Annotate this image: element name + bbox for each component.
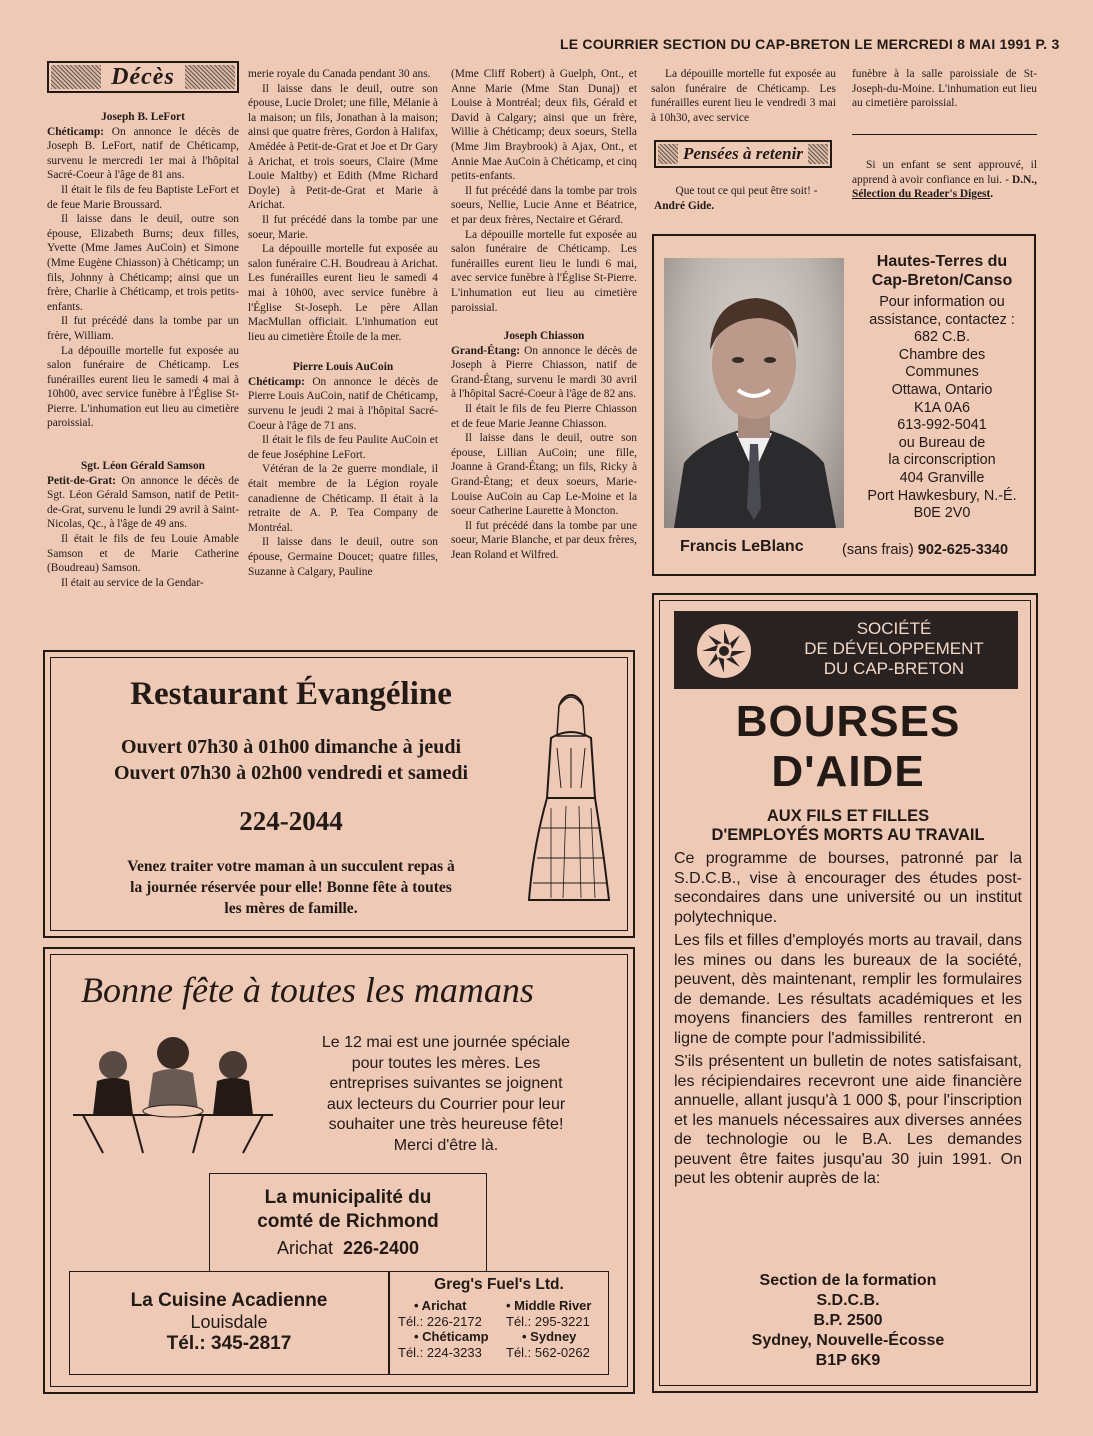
sdcb-paragraph: Les fils et filles d'employés morts au travail, dans les mines ou dans les bureaux de la société, peuvent, dès maintenant, remplir les formulaires de demande. Les résultats académiques et les moyens financiers des familles rentreront en ligne de compte pour l'admissibilité.	[674, 932, 1022, 1047]
mp-contact	[852, 252, 1032, 523]
obituary-name: Joseph Chiasson	[503, 330, 585, 343]
restaurant-hours: Ouvert 07h30 à 01h00 dimanche à jeudi	[120, 736, 462, 758]
mothers-day-message	[291, 1033, 601, 1156]
sdcb-paragraph: S'ils présentent un bulletin de notes satisfaisant, les récipiendaires recevront une aide financière annuelle, allant jusqu'à 1 000 $, pour l'inscription et les manuels nécessaires aux diverses années de technologie ou le B.A. Les demandes peuvent être faites jusqu'au 30 juin 1991. On peut les obtenir auprès de la:	[674, 1053, 1022, 1187]
gregs-place: • Arichat	[414, 1298, 467, 1313]
obituary-text: Il laisse dans le deuil, outre son épouse, Lucie Drolet; une fille, Mélanie à la maison; un fils, Jonathan à la maison; ainsi que quatre frères, Gordon à Halifax, Amédée à Petit-de-Grat et Joe et Dr Gary à Arichat, et trois soeurs, Claire (Mme Louie Maltby) et Edith (Mme Richard Doyle) à Petit-de-Grat et Marie à Arichat.	[248, 82, 438, 212]
deces-heading: Décès	[101, 64, 185, 91]
mp-line: la circonscription	[888, 452, 996, 469]
obituary-text: Il était le fils de feu Louie Amable Samson et de Marie Catherine (Boudreau) Samson.	[47, 533, 239, 575]
obituary-text: Il laisse dans le deuil, outre son épouse, Germaine Doucet; quatre filles, Suzanne à Calgary, Pauline	[248, 536, 438, 578]
quote-source: Sélection du Reader's Digest	[852, 188, 991, 201]
sdcb-address-line: B1P 6K9	[815, 1352, 881, 1369]
obituary-text: Il laisse dans le deuil, outre son épouse, Lillian AuCoin; une fille, Joanne à Grand-Étang; un fils, Ricky à Grand-Étang; et deux soeurs, Marie-Louise AuCoin au Cap Le-Moine et la soeur Catherine Laurette à Moncton.	[451, 432, 637, 518]
family-illustration-icon	[73, 1025, 273, 1155]
mp-title: Cap-Breton/Canso	[871, 272, 1013, 289]
message-line: souhaiter une très heureuse fête!	[328, 1116, 564, 1133]
mp-line: 404 Granville	[899, 469, 985, 486]
gregs-phone: Tél.: 226-2172	[398, 1313, 482, 1329]
obituary-column-2	[248, 67, 438, 579]
obituary-column-5	[852, 67, 1037, 111]
sdcb-big-line: D'AIDE	[771, 747, 925, 796]
pensees-heading-box	[654, 140, 832, 168]
mothers-day-title: Bonne fête à toutes les mamans	[81, 970, 534, 1010]
cuisine-phone: Tél.: 345-2817	[166, 1333, 292, 1354]
gregs-place: • Chéticamp	[414, 1329, 489, 1344]
sdcb-org-line: SOCIÉTÉ	[856, 619, 932, 638]
sdcb-big-line: BOURSES	[735, 697, 961, 746]
divider	[852, 134, 1037, 135]
mp-line: K1A 0A6	[913, 399, 970, 416]
obituary-place: Chéticamp:	[248, 375, 305, 388]
sdcb-banner	[674, 611, 1018, 689]
obituary-column-4	[651, 67, 836, 125]
restaurant-message	[61, 856, 521, 919]
restaurant-msg-line: Venez traiter votre maman à un succulent repas à	[127, 858, 455, 875]
sdcb-org-line: DU CAP-BRETON	[823, 659, 965, 678]
obituary-text: Il fut précédé dans la tombe par une soeur, Marie.	[248, 213, 438, 241]
quote-text: Que tout ce qui peut être soit! -	[675, 185, 818, 197]
quote-author: D.N.,	[1012, 173, 1037, 186]
obituary-name: Pierre Louis AuCoin	[292, 361, 394, 374]
gregs-phone: Tél.: 224-3233	[398, 1344, 482, 1360]
cuisine-acadienne-ad	[69, 1271, 389, 1375]
municipality-name: comté de Richmond	[257, 1211, 439, 1232]
mp-line: B0E 2V0	[913, 505, 971, 522]
sdcb-subtitle	[660, 807, 1036, 845]
message-line: aux lecteurs du Courrier pour leur	[326, 1095, 566, 1113]
mp-name: Francis LeBlanc	[680, 538, 804, 555]
restaurant-phone: 224-2044	[239, 806, 343, 836]
restaurant-msg-line: la journée réservée pour elle! Bonne fête à toutes	[130, 879, 452, 896]
obituary-text: Vétéran de la 2e guerre mondiale, il était membre de la Légion royale canadienne de Chéticamp. Il était à la retraite de A. P. Tea Company de Montréal.	[248, 463, 438, 534]
obituary-text: Il fut précédé dans la tombe par une soeur, Marie Blanche, et par deux frères, Jean Roland et Wilfred.	[451, 519, 637, 561]
page-header: LE COURRIER SECTION DU CAP-BRETON LE MERCREDI 8 MAI 1991 P. 3	[560, 36, 1060, 52]
sdcb-address-line: B.P. 2500	[813, 1312, 883, 1329]
message-line: pour toutes les mères. Les	[351, 1054, 541, 1072]
quote-author: André Gide.	[654, 199, 715, 212]
gregs-fuel-ad	[389, 1271, 609, 1375]
obituary-name: Sgt. Léon Gérald Samson	[80, 460, 206, 473]
obituary-text: On annonce le décès de Pierre Louis AuCoin, natif de Chéticamp, survenu le jeudi 2 mai à l'hôpital Sacré-Coeur à l'âge de 71 ans.	[248, 375, 438, 432]
gregs-place: • Sydney	[522, 1329, 577, 1344]
obituary-text: Il laisse dans le deuil, outre son épouse, Elizabeth Burns; deux filles, Yvette (Mme James AuCoin) et Simone (Mme Eugène Chiasson) à Chéticamp; un fils, Johnny à Chéticamp; ainsi que un frère, Charlie à Chéticamp, et trois petits-enfants.	[47, 213, 239, 313]
gregs-place: • Middle River	[506, 1298, 592, 1313]
sdcb-body	[674, 849, 1022, 1189]
mp-tollfree	[842, 542, 1008, 558]
obituary-text: Il était au service de la Gendar-	[61, 576, 204, 589]
deces-heading-box	[47, 61, 239, 93]
obituary-text: Il était le fils de feu Pierre Chiasson et de feue Marie Jeanne Chiasson.	[451, 403, 637, 430]
tollfree-number: 902-625-3340	[917, 542, 1009, 558]
pensees-heading: Pensées à retenir	[678, 144, 808, 164]
restaurant-hours: Ouvert 07h30 à 02h00 vendredi et samedi	[113, 762, 469, 784]
obituary-place: Petit-de-Grat:	[47, 474, 116, 487]
tollfree-label: (sans frais)	[842, 542, 914, 558]
obituary-name: Joseph B. LeFort	[101, 111, 185, 123]
message-line: Merci d'être là.	[393, 1136, 499, 1154]
obituary-text: Il était le fils de feu Paulite AuCoin et de feue Joséphine LeFort.	[248, 434, 438, 461]
obituary-text: (Mme Cliff Robert) à Guelph, Ont., et Anne Marie (Mme Stan Dunaj) et Louise à Montréal; deux fils, Gérald et David à Calgary; ainsi que un frère, Willie à Chéticamp; deux soeurs, Stella (Mme Jim Braybrook) à Ajax, Ont., et Annie Mae AuCoin à Chéticamp, et cinq petits-enfants.	[451, 68, 637, 183]
mp-line: 682 C.B.	[914, 329, 970, 346]
municipality-phone: 226-2400	[342, 1238, 420, 1258]
obituary-text: La dépouille mortelle fut exposée au salon funéraire C.H. Boudreau à Arichat. Les funérailles eurent lieu le samedi 4 mai à 10h00, avec service funèbre à l'Église St-Joseph. Le père Allan MacMullan officiait. L'inhumation eut lieu au cimetière Étoile de la mer.	[248, 243, 438, 343]
gregs-title: Greg's Fuel's Ltd.	[434, 1276, 564, 1293]
obituary-text: La dépouille mortelle fut exposée au salon funéraire de Chéticamp. Les funérailles eurent lieu le samedi 4 mai à 10h00, avec service funèbre à l'Église St-Pierre. L'inhumation eut lieu au cimetière paroissial.	[47, 344, 239, 430]
quote-2	[852, 158, 1037, 202]
municipality-place: Arichat	[276, 1238, 333, 1258]
municipality-ad	[209, 1173, 487, 1271]
mp-title: Hautes-Terres du	[876, 253, 1008, 270]
quote-text: Si un enfant se sent approuvé, il apprend à avoir confiance en lui. -	[852, 159, 1037, 186]
gregs-phone: Tél.: 562-0262	[506, 1344, 590, 1360]
sdcb-paragraph: Ce programme de bourses, patronné par la S.D.C.B., vise à encourager des études post-secondaires dans une université ou un institut polytechnique.	[674, 850, 1022, 926]
message-line: entreprises suivantes se joignent	[329, 1075, 563, 1092]
sdcb-address	[660, 1271, 1036, 1371]
restaurant-ad	[43, 650, 635, 938]
sdcb-address-line: Section de la formation	[759, 1272, 937, 1289]
sdcb-sub-line: D'EMPLOYÉS MORTS AU TRAVAIL	[711, 826, 985, 844]
obituary-place: Grand-Étang:	[451, 344, 520, 357]
obituary-text: merie royale du Canada pendant 30 ans.	[248, 68, 431, 80]
mp-line: Chambre des	[898, 346, 986, 363]
mp-photo	[664, 258, 844, 528]
restaurant-msg-line: les mères de famille.	[224, 900, 358, 917]
obituary-text: Il fut précédé dans la tombe par un frère, William.	[47, 315, 239, 342]
mothers-day-ad	[43, 947, 635, 1394]
mp-line: assistance, contactez :	[869, 311, 1015, 328]
quote-1	[654, 184, 839, 213]
obituary-text: On annonce le décès de Sgt. Léon Gérald Samson, natif de Petit-de-Grat, survenu le lundi 29 avril à Saint-Nicolas, Qc., à l'âge de 49 ans.	[47, 474, 239, 531]
obituary-text: On annonce le décès de Joseph à Pierre Chiasson, natif de Grand-Étang, survenu le mardi 30 avril à l'hôpital Sacré-Coeur à l'âge de 82 ans.	[451, 344, 637, 401]
municipality-name: La municipalité du	[264, 1187, 432, 1208]
obituary-text: Il fut précédé dans la tombe par trois soeurs, Nellie, Lucie Anne et Béatrice, et par deux frères, Nectaire et Gérard.	[451, 184, 637, 226]
sdcb-ad	[652, 593, 1038, 1393]
obituary-text: La dépouille mortelle fut exposée au salon funéraire de Chéticamp. Les funérailles eurent lieu le lundi 6 mai, avec service funèbre à l'Église St-Pierre. L'inhumation eut lieu au cimetière paroissial.	[451, 228, 637, 314]
restaurant-title: Restaurant Évangéline	[130, 676, 452, 712]
sdcb-address-line: Sydney, Nouvelle-Écosse	[751, 1332, 945, 1349]
obituary-column-3	[451, 67, 637, 563]
obituary-text: Il était le fils de feu Baptiste LeFort et de feue Marie Broussard.	[47, 183, 239, 211]
obituary-place: Chéticamp:	[47, 125, 104, 138]
mp-line: Pour information ou	[879, 294, 1005, 310]
sdcb-sub-line: AUX FILS ET FILLES	[766, 807, 930, 825]
sdcb-org-line: DE DÉVELOPPEMENT	[804, 639, 984, 658]
quote-punct: .	[990, 188, 994, 201]
mp-line: ou Bureau de	[898, 434, 986, 451]
evangeline-figure-icon	[521, 688, 616, 908]
obituary-column-1	[47, 110, 239, 590]
gregs-phone: Tél.: 295-3221	[506, 1313, 590, 1329]
cuisine-name: La Cuisine Acadienne	[130, 1290, 328, 1311]
obituary-text: funèbre à la salle paroissiale de St-Joseph-du-Moine. L'inhumation eut lieu au cimetière paroissial.	[852, 68, 1037, 110]
sdcb-address-line: S.D.C.B.	[816, 1292, 880, 1309]
sdcb-logo-icon	[696, 623, 752, 679]
mp-line: 613-992-5041	[897, 417, 987, 434]
obituary-text: La dépouille mortelle fut exposée au salon funéraire de Chéticamp. Les funérailles eurent lieu le vendredi 3 mai à 10h30, avec service	[651, 68, 836, 124]
obituary-text: On annonce le décès de Joseph B. LeFort, natif de Chéticamp, survenu le mercredi 1er mai à l'hôpital Sacré-Coeur à l'âge de 81 ans.	[47, 125, 239, 182]
mp-line: Ottawa, Ontario	[891, 381, 993, 398]
mp-line: Port Hawkesbury, N.-É.	[867, 487, 1017, 504]
sdcb-headline	[660, 697, 1036, 797]
mp-line: Communes	[905, 364, 979, 381]
cuisine-place: Louisdale	[190, 1312, 268, 1332]
message-line: Le 12 mai est une journée spéciale	[321, 1034, 571, 1051]
